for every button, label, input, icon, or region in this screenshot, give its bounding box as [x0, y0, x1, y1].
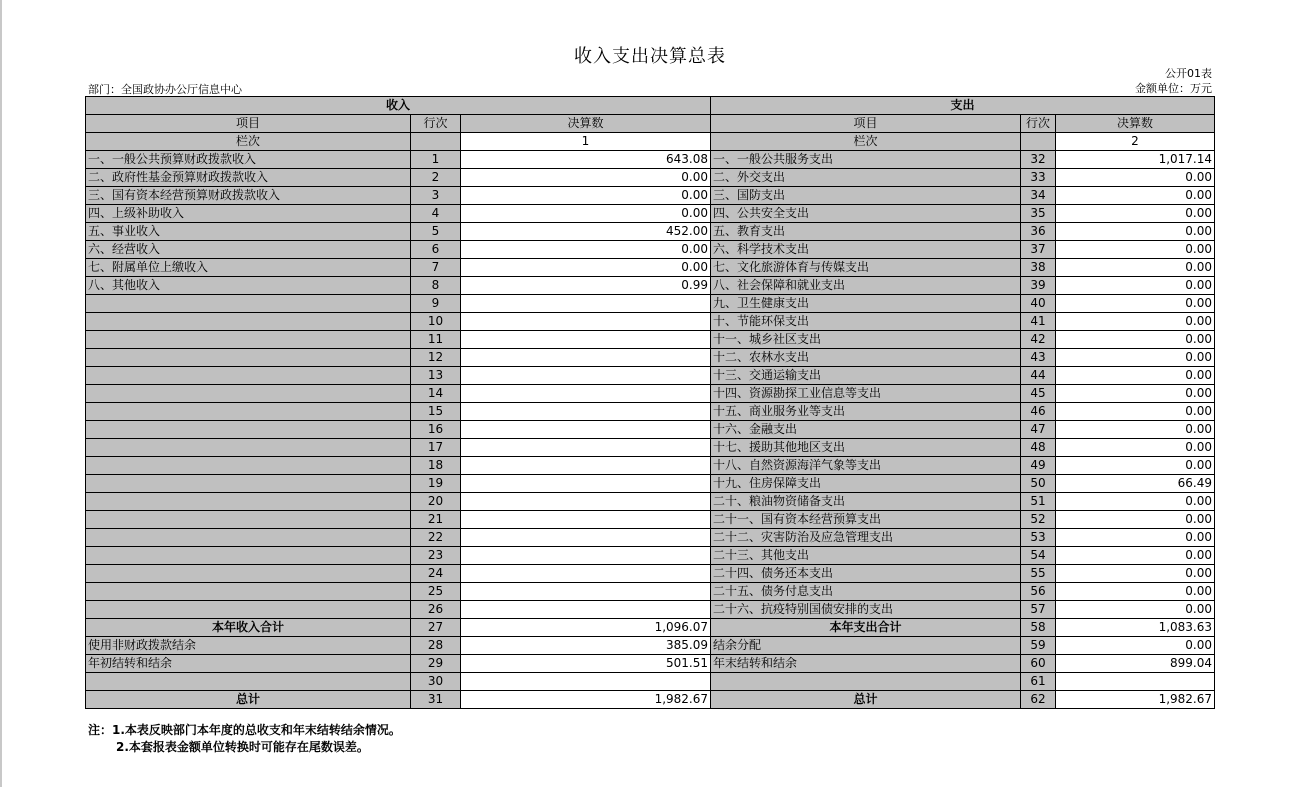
income-amount-cell: 0.00	[461, 169, 711, 187]
table-row	[86, 367, 1215, 385]
expense-rowno-header: 行次	[1021, 115, 1056, 133]
income-item-cell	[86, 295, 411, 313]
expense-rowno-cell: 57	[1021, 601, 1056, 619]
table-row	[86, 169, 1215, 187]
income-rowno-cell: 16	[411, 421, 461, 439]
expense-item-cell: 十四、资源勘探工业信息等支出	[711, 385, 1021, 403]
income-rowno-cell: 22	[411, 529, 461, 547]
table-row	[86, 277, 1215, 295]
income-amount-cell	[461, 403, 711, 421]
expense-amount-cell: 899.04	[1056, 655, 1215, 673]
income-rowno-cell: 19	[411, 475, 461, 493]
income-amount-cell: 1,982.67	[461, 691, 711, 709]
expense-amount-cell: 0.00	[1056, 547, 1215, 565]
income-rowno-cell: 23	[411, 547, 461, 565]
expense-item-cell: 七、文化旅游体育与传媒支出	[711, 259, 1021, 277]
income-amount-header: 决算数	[461, 115, 711, 133]
expense-amount-cell	[1056, 673, 1215, 691]
income-amount-cell	[461, 565, 711, 583]
income-amount-cell: 0.00	[461, 187, 711, 205]
expense-amount-cell: 0.00	[1056, 367, 1215, 385]
expense-item-cell: 三、国防支出	[711, 187, 1021, 205]
expense-amount-cell: 0.00	[1056, 439, 1215, 457]
summary-row	[86, 619, 1215, 637]
footnote-2: 2.本套报表金额单位转换时可能存在尾数误差。	[116, 740, 369, 754]
table-row	[86, 313, 1215, 331]
summary-row	[86, 637, 1215, 655]
expense-amount-cell: 0.00	[1056, 493, 1215, 511]
income-rowno-cell: 20	[411, 493, 461, 511]
income-item-cell	[86, 475, 411, 493]
income-item-cell	[86, 601, 411, 619]
income-rowno-cell: 27	[411, 619, 461, 637]
income-column-label: 栏次	[86, 133, 411, 151]
table-row	[86, 223, 1215, 241]
expense-rowno-cell: 38	[1021, 259, 1056, 277]
income-item-cell	[86, 565, 411, 583]
income-rowno-cell: 3	[411, 187, 461, 205]
expense-item-cell: 十九、住房保障支出	[711, 475, 1021, 493]
income-amount-cell: 501.51	[461, 655, 711, 673]
income-amount-cell: 0.00	[461, 205, 711, 223]
table-row	[86, 385, 1215, 403]
expense-rowno-cell: 43	[1021, 349, 1056, 367]
income-amount-cell	[461, 367, 711, 385]
income-item-cell	[86, 511, 411, 529]
expense-rowno-cell: 42	[1021, 331, 1056, 349]
expense-amount-cell: 0.00	[1056, 529, 1215, 547]
income-rowno-cell: 11	[411, 331, 461, 349]
income-item-cell	[86, 385, 411, 403]
expense-rowno-cell: 59	[1021, 637, 1056, 655]
income-rowno-cell: 7	[411, 259, 461, 277]
table-row	[86, 349, 1215, 367]
table-row	[86, 241, 1215, 259]
expense-item-cell: 二十三、其他支出	[711, 547, 1021, 565]
income-item-cell	[86, 529, 411, 547]
section-header-row	[86, 97, 1215, 115]
expense-section-header: 支出	[711, 97, 1215, 115]
expense-item-cell: 二十一、国有资本经营预算支出	[711, 511, 1021, 529]
income-item-header: 项目	[86, 115, 411, 133]
expense-rowno-cell: 56	[1021, 583, 1056, 601]
table-row	[86, 583, 1215, 601]
income-amount-cell	[461, 673, 711, 691]
income-item-cell	[86, 547, 411, 565]
page-left-edge	[0, 0, 2, 787]
income-amount-cell	[461, 583, 711, 601]
expense-rowno-cell: 52	[1021, 511, 1056, 529]
income-item-cell	[86, 331, 411, 349]
income-item-cell: 七、附属单位上缴收入	[86, 259, 411, 277]
expense-item-cell: 十一、城乡社区支出	[711, 331, 1021, 349]
expense-item-cell: 十、节能环保支出	[711, 313, 1021, 331]
income-item-cell: 年初结转和结余	[86, 655, 411, 673]
column-index-row	[86, 133, 1215, 151]
expense-item-cell: 二十五、债务付息支出	[711, 583, 1021, 601]
expense-column-blank	[1021, 133, 1056, 151]
expense-rowno-cell: 58	[1021, 619, 1056, 637]
income-amount-cell	[461, 475, 711, 493]
table-row	[86, 331, 1215, 349]
expense-amount-cell: 1,982.67	[1056, 691, 1215, 709]
income-amount-cell	[461, 601, 711, 619]
expense-item-cell: 九、卫生健康支出	[711, 295, 1021, 313]
expense-amount-cell: 0.00	[1056, 583, 1215, 601]
footnote-1: 注：1.本表反映部门本年度的总收支和年末结转结余情况。	[88, 723, 401, 737]
income-rowno-cell: 29	[411, 655, 461, 673]
table-row	[86, 205, 1215, 223]
expense-amount-cell: 0.00	[1056, 385, 1215, 403]
table-row	[86, 295, 1215, 313]
income-rowno-cell: 31	[411, 691, 461, 709]
income-amount-cell	[461, 493, 711, 511]
expense-item-cell: 十八、自然资源海洋气象等支出	[711, 457, 1021, 475]
expense-amount-cell: 0.00	[1056, 169, 1215, 187]
income-rowno-cell: 2	[411, 169, 461, 187]
summary-row	[86, 691, 1215, 709]
expense-rowno-cell: 49	[1021, 457, 1056, 475]
amount-unit: 金额单位：万元	[1135, 82, 1212, 95]
income-amount-cell	[461, 457, 711, 475]
expense-amount-cell: 0.00	[1056, 313, 1215, 331]
income-amount-cell	[461, 313, 711, 331]
footnotes	[88, 722, 401, 756]
expense-rowno-cell: 36	[1021, 223, 1056, 241]
table-row	[86, 151, 1215, 169]
table-row	[86, 493, 1215, 511]
expense-rowno-cell: 62	[1021, 691, 1056, 709]
expense-item-cell: 十七、援助其他地区支出	[711, 439, 1021, 457]
income-item-cell	[86, 583, 411, 601]
expense-item-cell: 十二、农林水支出	[711, 349, 1021, 367]
expense-rowno-cell: 60	[1021, 655, 1056, 673]
expense-item-cell: 二十二、灾害防治及应急管理支出	[711, 529, 1021, 547]
income-rowno-cell: 24	[411, 565, 461, 583]
income-expense-table	[85, 96, 1215, 709]
expense-amount-cell: 0.00	[1056, 403, 1215, 421]
expense-amount-cell: 0.00	[1056, 259, 1215, 277]
income-item-cell	[86, 313, 411, 331]
expense-item-header: 项目	[711, 115, 1021, 133]
income-amount-cell	[461, 349, 711, 367]
income-item-cell: 五、事业收入	[86, 223, 411, 241]
table-row	[86, 259, 1215, 277]
expense-amount-cell: 0.00	[1056, 241, 1215, 259]
income-item-cell: 六、经营收入	[86, 241, 411, 259]
expense-item-cell: 四、公共安全支出	[711, 205, 1021, 223]
income-amount-cell	[461, 385, 711, 403]
income-amount-cell	[461, 421, 711, 439]
income-amount-cell	[461, 439, 711, 457]
income-rowno-cell: 15	[411, 403, 461, 421]
expense-rowno-cell: 55	[1021, 565, 1056, 583]
expense-amount-cell: 0.00	[1056, 565, 1215, 583]
income-item-cell	[86, 673, 411, 691]
income-item-cell: 总计	[86, 691, 411, 709]
expense-rowno-cell: 33	[1021, 169, 1056, 187]
income-item-cell: 本年收入合计	[86, 619, 411, 637]
income-column-blank	[411, 133, 461, 151]
expense-rowno-cell: 54	[1021, 547, 1056, 565]
expense-rowno-cell: 48	[1021, 439, 1056, 457]
income-item-cell: 三、国有资本经营预算财政拨款收入	[86, 187, 411, 205]
table-row	[86, 187, 1215, 205]
expense-rowno-cell: 44	[1021, 367, 1056, 385]
expense-rowno-cell: 50	[1021, 475, 1056, 493]
expense-rowno-cell: 32	[1021, 151, 1056, 169]
summary-row	[86, 673, 1215, 691]
expense-amount-cell: 1,083.63	[1056, 619, 1215, 637]
income-rowno-cell: 12	[411, 349, 461, 367]
income-item-cell	[86, 367, 411, 385]
income-item-cell	[86, 439, 411, 457]
expense-rowno-cell: 37	[1021, 241, 1056, 259]
expense-amount-cell: 0.00	[1056, 187, 1215, 205]
table-row	[86, 439, 1215, 457]
table-meta	[1135, 66, 1212, 96]
expense-amount-cell: 66.49	[1056, 475, 1215, 493]
income-rowno-header: 行次	[411, 115, 461, 133]
expense-item-cell: 六、科学技术支出	[711, 241, 1021, 259]
income-amount-cell: 1,096.07	[461, 619, 711, 637]
expense-rowno-cell: 53	[1021, 529, 1056, 547]
income-rowno-cell: 21	[411, 511, 461, 529]
income-rowno-cell: 4	[411, 205, 461, 223]
income-section-header: 收入	[86, 97, 711, 115]
expense-item-cell: 八、社会保障和就业支出	[711, 277, 1021, 295]
income-rowno-cell: 10	[411, 313, 461, 331]
expense-item-cell: 二、外交支出	[711, 169, 1021, 187]
expense-amount-cell: 0.00	[1056, 277, 1215, 295]
income-rowno-cell: 5	[411, 223, 461, 241]
income-item-cell: 使用非财政拨款结余	[86, 637, 411, 655]
expense-item-cell: 二十四、债务还本支出	[711, 565, 1021, 583]
form-number: 公开01表	[1165, 67, 1212, 80]
table-row	[86, 529, 1215, 547]
income-amount-cell: 452.00	[461, 223, 711, 241]
expense-amount-cell: 0.00	[1056, 295, 1215, 313]
income-amount-cell	[461, 547, 711, 565]
income-rowno-cell: 26	[411, 601, 461, 619]
expense-item-cell	[711, 673, 1021, 691]
expense-amount-cell: 0.00	[1056, 331, 1215, 349]
expense-amount-cell: 0.00	[1056, 637, 1215, 655]
expense-rowno-cell: 35	[1021, 205, 1056, 223]
income-rowno-cell: 13	[411, 367, 461, 385]
income-amount-cell	[461, 331, 711, 349]
income-item-cell	[86, 403, 411, 421]
expense-amount-cell: 0.00	[1056, 457, 1215, 475]
expense-rowno-cell: 34	[1021, 187, 1056, 205]
table-row	[86, 547, 1215, 565]
expense-rowno-cell: 46	[1021, 403, 1056, 421]
income-amount-cell: 0.00	[461, 259, 711, 277]
income-rowno-cell: 14	[411, 385, 461, 403]
income-item-cell: 八、其他收入	[86, 277, 411, 295]
income-rowno-cell: 30	[411, 673, 461, 691]
expense-amount-cell: 0.00	[1056, 205, 1215, 223]
income-rowno-cell: 6	[411, 241, 461, 259]
expense-amount-header: 决算数	[1056, 115, 1215, 133]
income-item-cell	[86, 457, 411, 475]
income-amount-cell: 0.00	[461, 241, 711, 259]
department-label: 部门：全国政协办公厅信息中心	[88, 83, 242, 96]
table-row	[86, 457, 1215, 475]
income-rowno-cell: 18	[411, 457, 461, 475]
column-header-row	[86, 115, 1215, 133]
expense-amount-cell: 0.00	[1056, 601, 1215, 619]
expense-item-cell: 十五、商业服务业等支出	[711, 403, 1021, 421]
income-amount-cell: 385.09	[461, 637, 711, 655]
expense-column-label: 栏次	[711, 133, 1021, 151]
expense-rowno-cell: 61	[1021, 673, 1056, 691]
income-amount-cell: 0.99	[461, 277, 711, 295]
expense-rowno-cell: 45	[1021, 385, 1056, 403]
expense-item-cell: 一、一般公共服务支出	[711, 151, 1021, 169]
expense-rowno-cell: 47	[1021, 421, 1056, 439]
income-amount-cell	[461, 511, 711, 529]
income-amount-cell	[461, 295, 711, 313]
table-row	[86, 565, 1215, 583]
expense-amount-cell: 0.00	[1056, 349, 1215, 367]
income-item-cell: 四、上级补助收入	[86, 205, 411, 223]
income-rowno-cell: 9	[411, 295, 461, 313]
table-row	[86, 475, 1215, 493]
expense-rowno-cell: 39	[1021, 277, 1056, 295]
expense-rowno-cell: 41	[1021, 313, 1056, 331]
income-amount-cell: 643.08	[461, 151, 711, 169]
table-row	[86, 601, 1215, 619]
expense-rowno-cell: 40	[1021, 295, 1056, 313]
expense-amount-cell: 0.00	[1056, 511, 1215, 529]
expense-item-cell: 二十、粮油物资储备支出	[711, 493, 1021, 511]
page-title: 收入支出决算总表	[574, 46, 726, 67]
income-item-cell: 二、政府性基金预算财政拨款收入	[86, 169, 411, 187]
expense-item-cell: 结余分配	[711, 637, 1021, 655]
expense-item-cell: 二十六、抗疫特别国债安排的支出	[711, 601, 1021, 619]
expense-item-cell: 总计	[711, 691, 1021, 709]
income-amount-cell	[461, 529, 711, 547]
income-rowno-cell: 28	[411, 637, 461, 655]
table-row	[86, 511, 1215, 529]
expense-amount-cell: 1,017.14	[1056, 151, 1215, 169]
income-item-cell: 一、一般公共预算财政拨款收入	[86, 151, 411, 169]
expense-column-number: 2	[1056, 133, 1215, 151]
income-item-cell	[86, 421, 411, 439]
expense-item-cell: 五、教育支出	[711, 223, 1021, 241]
expense-rowno-cell: 51	[1021, 493, 1056, 511]
income-rowno-cell: 17	[411, 439, 461, 457]
income-column-number: 1	[461, 133, 711, 151]
expense-item-cell: 年末结转和结余	[711, 655, 1021, 673]
expense-item-cell: 十三、交通运输支出	[711, 367, 1021, 385]
table-row	[86, 403, 1215, 421]
income-rowno-cell: 8	[411, 277, 461, 295]
summary-row	[86, 655, 1215, 673]
income-rowno-cell: 25	[411, 583, 461, 601]
income-item-cell	[86, 349, 411, 367]
income-rowno-cell: 1	[411, 151, 461, 169]
income-item-cell	[86, 493, 411, 511]
expense-item-cell: 十六、金融支出	[711, 421, 1021, 439]
table-row	[86, 421, 1215, 439]
expense-amount-cell: 0.00	[1056, 421, 1215, 439]
expense-amount-cell: 0.00	[1056, 223, 1215, 241]
expense-item-cell: 本年支出合计	[711, 619, 1021, 637]
